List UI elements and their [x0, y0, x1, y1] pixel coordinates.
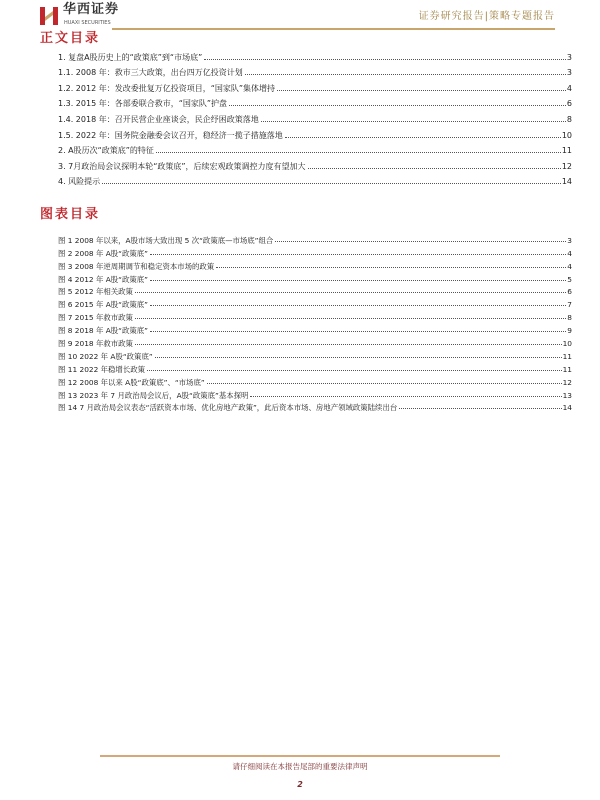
report-type: 证券研究报告|策略专题报告: [418, 11, 555, 22]
dot-leader: [150, 254, 566, 255]
brand-name: 华西证券: [63, 2, 120, 17]
entry-page: 4: [566, 83, 572, 93]
entry-label: 1.4. 2018 年：召开民营企业座谈会，民企纾困政策落地: [58, 114, 259, 124]
figure-entry[interactable]: [58, 348, 572, 361]
entry-page: 14: [562, 403, 572, 413]
header-divider: [112, 28, 555, 30]
dot-leader: [399, 408, 561, 409]
entry-label: 1.1. 2008 年：救市三大政策，出台四万亿投资计划: [58, 68, 243, 78]
dot-leader: [229, 105, 566, 106]
entry-page: 8: [567, 313, 572, 323]
toc-entry[interactable]: [58, 109, 572, 125]
entry-label: 图 4 2012 年 A股“政策底”: [58, 274, 148, 284]
figure-entry[interactable]: [58, 296, 572, 309]
entry-label: 图 10 2022 年 A股“政策底”: [58, 351, 153, 361]
entry-label: 图 7 2015 年救市政策: [58, 313, 133, 323]
entry-label: 图 2 2008 年 A股“政策底”: [58, 248, 148, 258]
figures-title: 图表目录: [40, 207, 101, 222]
entry-page: 14: [561, 177, 572, 187]
dot-leader: [207, 383, 562, 384]
figure-entry[interactable]: [58, 271, 572, 284]
entry-page: 13: [562, 390, 572, 400]
entry-label: 1.5. 2022 年：国务院金融委会议召开，稳经济一揽子措施落地: [58, 130, 283, 140]
entry-label: 1.3. 2015 年：各部委联合救市，“国家队”护盘: [58, 99, 227, 109]
entry-page: 12: [562, 377, 572, 387]
dot-leader: [135, 292, 566, 293]
entry-label: 图 1 2008 年以来，A股市场大致出现 5 次“政策底—市场底”组合: [58, 235, 274, 245]
entry-label: 图 3 2008 年逆周期调节和稳定资本市场的政策: [58, 261, 215, 271]
entry-page: 12: [561, 161, 572, 171]
toc-entry[interactable]: [58, 47, 572, 63]
toc-entry[interactable]: [58, 94, 572, 110]
dot-leader: [216, 267, 566, 268]
entry-page: 8: [566, 114, 572, 124]
figure-list: [58, 232, 572, 412]
dot-leader: [155, 357, 562, 358]
figure-entry[interactable]: [58, 335, 572, 348]
figure-entry[interactable]: [58, 309, 572, 322]
dot-leader: [135, 344, 562, 345]
entry-label: 图 11 2022 年稳增长政策: [58, 364, 145, 374]
toc-entry[interactable]: [58, 125, 572, 141]
entry-label: 图 6 2015 年 A股“政策底”: [58, 300, 148, 310]
toc-entry[interactable]: [58, 141, 572, 157]
figure-entry[interactable]: [58, 284, 572, 297]
figure-entry[interactable]: [58, 361, 572, 374]
dot-leader: [102, 183, 561, 184]
entry-page: 4: [567, 248, 572, 258]
brand-name-en: HUAXI SECURITIES: [64, 20, 111, 26]
figure-entry[interactable]: [58, 374, 572, 387]
entry-page: 9: [567, 326, 572, 336]
entry-label: 2. A股历次“政策底”的特征: [58, 146, 154, 156]
entry-page: 6: [567, 287, 572, 297]
entry-page: 4: [567, 261, 572, 271]
toc-entry[interactable]: [58, 78, 572, 94]
dot-leader: [245, 74, 566, 75]
entry-page: 10: [562, 339, 572, 349]
toc-entry[interactable]: [58, 172, 572, 188]
dot-leader: [147, 370, 562, 371]
page-number: 2: [297, 780, 303, 789]
figure-entry[interactable]: [58, 258, 572, 271]
entry-label: 图 8 2018 年 A股“政策底”: [58, 326, 148, 336]
toc-entry[interactable]: [58, 63, 572, 79]
entry-label: 图 9 2018 年救市政策: [58, 339, 133, 349]
entry-label: 1. 复盘A股历史上的“政策底”到“市场底”: [58, 52, 203, 62]
entry-label: 图 5 2012 年相关政策: [58, 287, 133, 297]
figure-entry[interactable]: [58, 322, 572, 335]
entry-page: 3: [567, 235, 572, 245]
dot-leader: [285, 137, 561, 138]
entry-label: 图 14 7 月政治局会议表态“活跃资本市场、优化房地产政策”，此后资本市场、房地产领域政策陆续出台: [58, 403, 398, 413]
entry-label: 4. 风险提示: [58, 177, 101, 187]
huaxi-logo-icon: [40, 5, 60, 25]
figure-entry[interactable]: [58, 387, 572, 400]
entry-page: 3: [566, 68, 572, 78]
entry-page: 11: [561, 146, 572, 156]
entry-page: 6: [566, 99, 572, 109]
entry-label: 图 13 2023 年 7 月政治局会议后，A股“政策底”基本探明: [58, 390, 249, 400]
dot-leader: [204, 59, 566, 60]
dot-leader: [250, 396, 561, 397]
entry-page: 7: [567, 300, 572, 310]
toc-title: 正文目录: [40, 31, 101, 46]
entry-page: 10: [561, 130, 572, 140]
entry-page: 5: [567, 274, 572, 284]
entry-label: 图 12 2008 年以来 A股“政策底”、“市场底”: [58, 377, 205, 387]
dot-leader: [150, 305, 566, 306]
dot-leader: [277, 90, 566, 91]
dot-leader: [135, 318, 566, 319]
dot-leader: [150, 280, 566, 281]
entry-label: 3. 7月政治局会议探明本轮“政策底”，后续宏观政策调控力度有望加大: [58, 161, 306, 171]
footer-disclaimer: 请仔细阅读在本报告尾部的重要法律声明: [232, 762, 368, 771]
entry-page: 3: [566, 52, 572, 62]
dot-leader: [156, 152, 561, 153]
entry-page: 11: [562, 364, 572, 374]
dot-leader: [150, 331, 566, 332]
entry-page: 11: [562, 351, 572, 361]
figure-entry[interactable]: [58, 400, 572, 413]
toc-entry[interactable]: [58, 156, 572, 172]
figure-entry[interactable]: [58, 245, 572, 258]
dot-leader: [308, 168, 561, 169]
dot-leader: [275, 241, 566, 242]
table-of-contents: [58, 47, 572, 187]
footer-divider: [100, 755, 500, 757]
entry-label: 1.2. 2012 年：发改委批复万亿投资项目，“国家队”集体增持: [58, 83, 275, 93]
figure-entry[interactable]: [58, 232, 572, 245]
dot-leader: [261, 121, 566, 122]
